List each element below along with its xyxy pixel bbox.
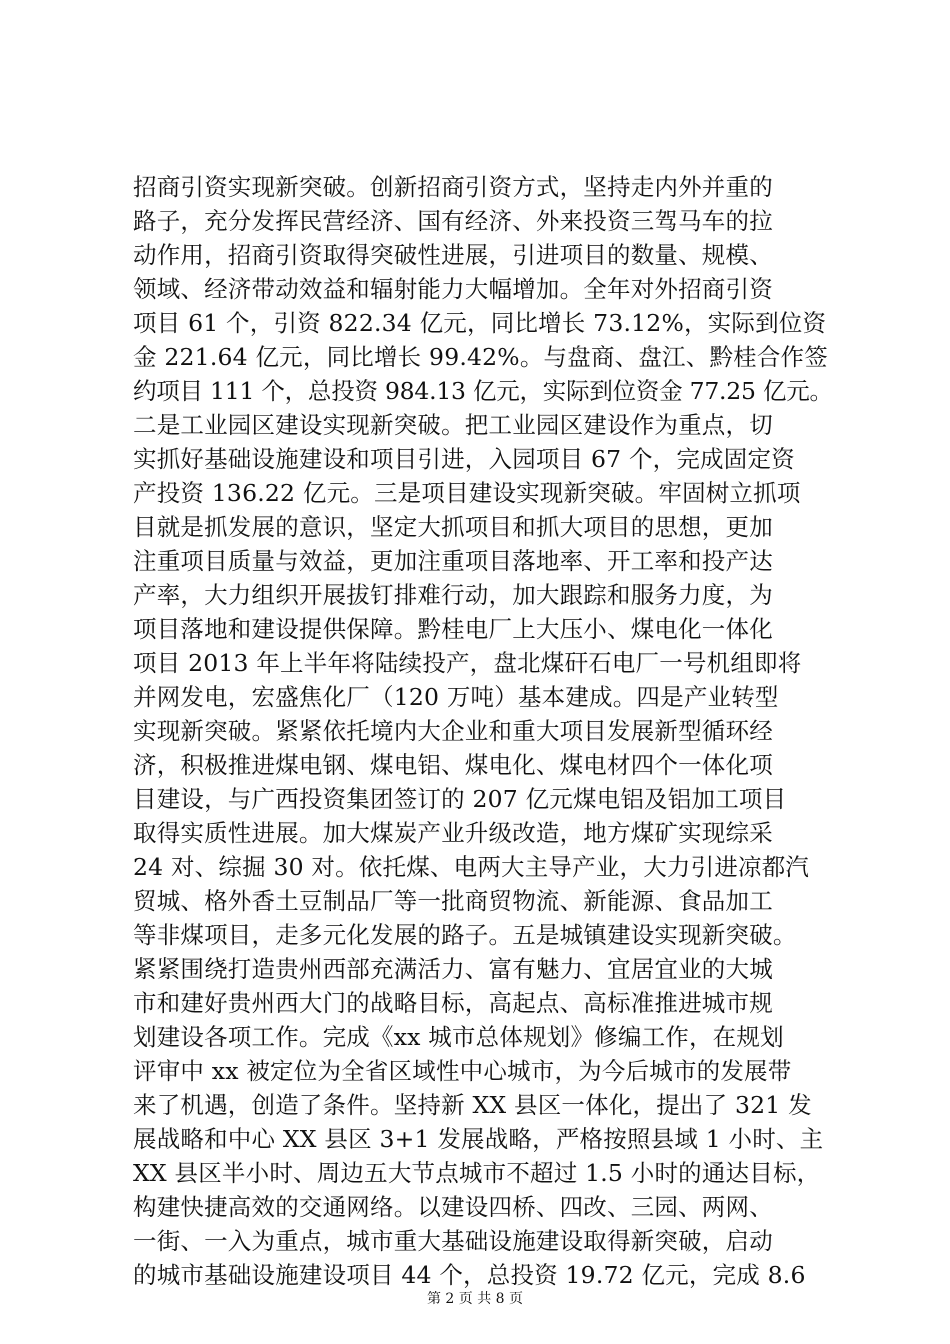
text-line: 项目 2013 年上半年将陆续投产，盘北煤矸石电厂一号机组即将 [133,649,802,677]
text-line: 来了机遇，创造了条件。坚持新 XX 县区一体化，提出了 321 发 [133,1091,812,1119]
page-footer: 第 2 页 共 8 页 [426,1291,524,1307]
text-line: 动作用，招商引资取得突破性进展，引进项目的数量、规模、 [133,241,773,269]
text-line: 产投资 136.22 亿元。三是项目建设实现新突破。牢固树立抓项 [133,479,801,507]
body-text [133,170,833,1292]
text-line: 展战略和中心 XX 县区 3+1 发展战略，严格按照县域 1 小时、主 [133,1125,824,1153]
text-line: 的城市基础设施建设项目 44 个，总投资 19.72 亿元，完成 8.6 [133,1261,806,1289]
text-line: 招商引资实现新突破。创新招商引资方式，坚持走内外并重的 [133,173,773,201]
text-line: 实抓好基础设施建设和项目引进，入园项目 67 个，完成固定资 [133,445,795,473]
text-line: 领域、经济带动效益和辐射能力大幅增加。全年对外招商引资 [133,275,773,303]
text-line: 约项目 111 个，总投资 984.13 亿元，实际到位资金 77.25 亿元。 [133,377,833,405]
text-line: 贸城、格外香土豆制品厂等一批商贸物流、新能源、食品加工 [133,887,773,915]
text-line: 济，积极推进煤电钢、煤电铝、煤电化、煤电材四个一体化项 [133,751,773,779]
text-line: 构建快捷高效的交通网络。以建设四桥、四改、三园、两网、 [133,1193,773,1221]
text-line: XX 县区半小时、周边五大节点城市不超过 1.5 小时的通达目标， [133,1159,821,1187]
text-line: 并网发电，宏盛焦化厂（120 万吨）基本建成。四是产业转型 [133,683,779,711]
text-line: 产率，大力组织开展拔钉排难行动，加大跟踪和服务力度，为 [133,581,773,609]
text-line: 一街、一入为重点，城市重大基础设施建设取得新突破，启动 [133,1227,773,1255]
text-line: 划建设各项工作。完成《xx 城市总体规划》修编工作，在规划 [133,1023,784,1051]
text-line: 目建设，与广西投资集团签订的 207 亿元煤电铝及铝加工项目 [133,785,787,813]
text-line: 二是工业园区建设实现新突破。把工业园区建设作为重点，切 [133,411,773,439]
text-line: 路子，充分发挥民营经济、国有经济、外来投资三驾马车的拉 [133,207,773,235]
text-line: 注重项目质量与效益，更加注重项目落地率、开工率和投产达 [133,547,773,575]
text-line: 紧紧围绕打造贵州西部充满活力、富有魅力、宜居宜业的大城 [133,955,773,983]
text-line: 实现新突破。紧紧依托境内大企业和重大项目发展新型循环经 [133,717,773,745]
text-line: 目就是抓发展的意识，坚定大抓项目和抓大项目的思想，更加 [133,513,773,541]
text-line: 评审中 xx 被定位为全省区域性中心城市，为今后城市的发展带 [133,1057,792,1085]
text-line: 市和建好贵州西大门的战略目标，高起点、高标准推进城市规 [133,989,773,1017]
text-line: 项目 61 个，引资 822.34 亿元，同比增长 73.12%，实际到位资 [133,309,827,337]
text-line: 金 221.64 亿元，同比增长 99.42%。与盘商、盘江、黔桂合作签 [133,343,828,371]
text-line: 取得实质性进展。加大煤炭产业升级改造，地方煤矿实现综采 [133,819,773,847]
text-line: 项目落地和建设提供保障。黔桂电厂上大压小、煤电化一体化 [133,615,773,643]
text-line: 24 对、综掘 30 对。依托煤、电两大主导产业，大力引进凉都汽 [133,853,810,881]
text-line: 等非煤项目，走多元化发展的路子。五是城镇建设实现新突破。 [133,921,797,949]
